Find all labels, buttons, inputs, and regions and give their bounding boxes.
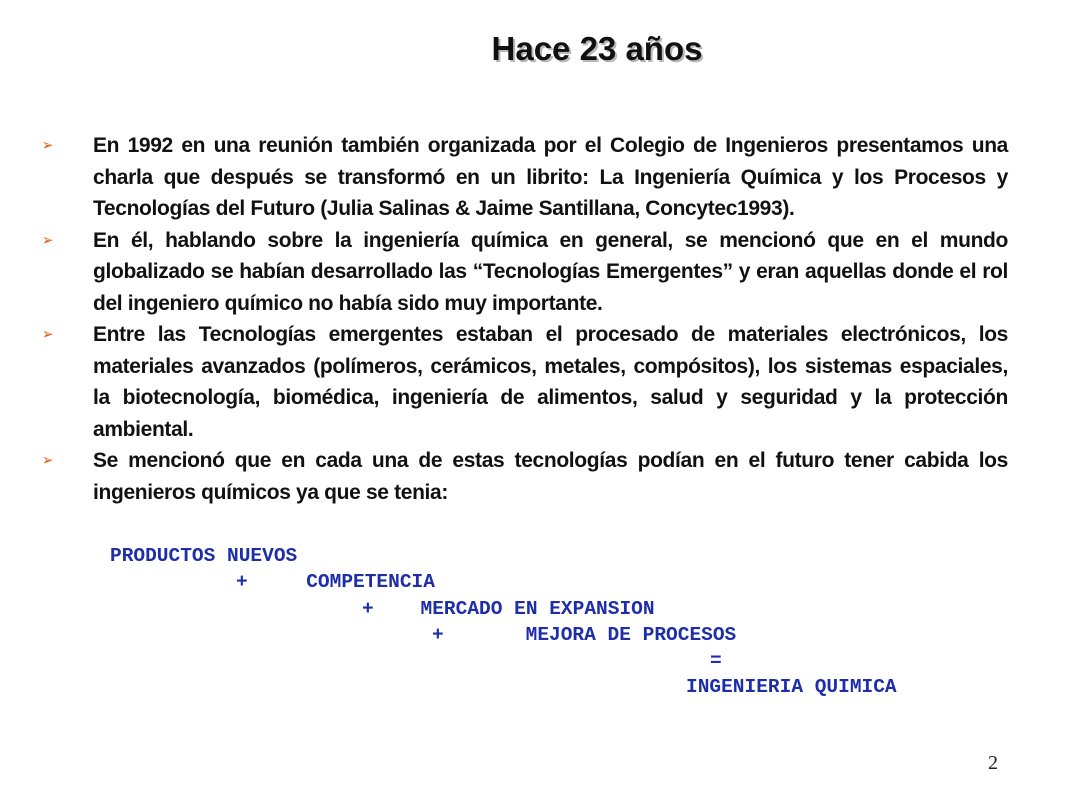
arrow-bullet-icon: ➢ (42, 452, 54, 469)
bullet-text: Se mencionó que en cada una de estas tecnologías podían en el futuro tener cabida los ingenieros químicos ya que se tenia: (93, 449, 1008, 504)
formula-line: INGENIERIA QUIMICA (686, 676, 897, 699)
arrow-bullet-icon: ➢ (42, 326, 54, 343)
formula-line: + MERCADO EN EXPANSION (362, 597, 655, 620)
bullet-item (42, 319, 1008, 445)
arrow-bullet-icon: ➢ (42, 231, 54, 249)
bullet-text: En él, hablando sobre la ingeniería química en general, se mencionó que en el mundo globalizado se habían desarrollado las “Tecnologías Emergentes” y eran aquellas donde el rol del ingeniero químico no había sido muy importante. (93, 228, 1008, 315)
formula-line: + MEJORA DE PROCESOS (432, 623, 737, 646)
page-number: 2 (988, 752, 998, 774)
bullet-text: Entre las Tecnologías emergentes estaban el procesado de materiales electrónicos, los materiales avanzados (polímeros, cerámicos, metales, compósitos), los sistemas espaciales, la biotecnología, biomédica, ingeniería de alimentos, salud y seguridad y la protección ambiental. (93, 323, 1008, 441)
formula-line: = (710, 650, 722, 673)
arrow-bullet-icon: ➢ (42, 137, 54, 154)
slide-title: Hace 23 años (491, 30, 703, 67)
bullet-item (42, 130, 1008, 225)
formula-block (110, 543, 897, 701)
formula-line: PRODUCTOS NUEVOS (110, 545, 298, 567)
bullet-list (42, 130, 1008, 508)
bullet-item (42, 445, 1008, 508)
formula-line: + COMPETENCIA (236, 571, 435, 594)
bullet-item (42, 225, 1008, 320)
bullet-text: En 1992 en una reunión también organizada por el Colegio de Ingenieros presentamos una charla que después se transformó en un librito: La Ingeniería Química y los Procesos y Tecnologías del Futuro (Julia Salinas & Jaime Santillana, Concytec1993). (93, 134, 1008, 220)
